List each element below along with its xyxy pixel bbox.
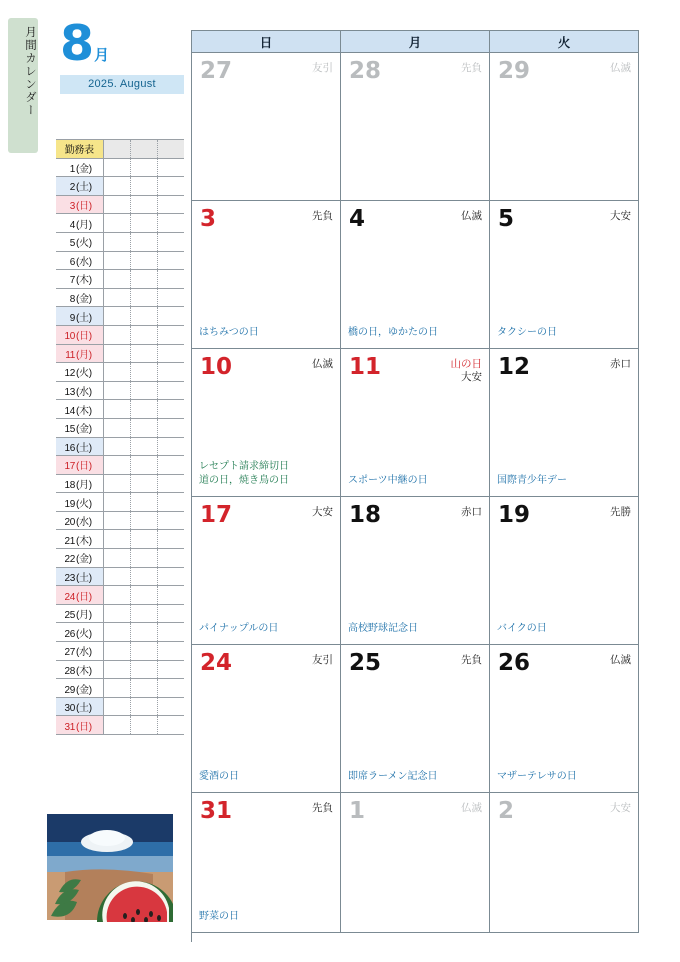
- duty-cell-shift2[interactable]: [130, 195, 157, 214]
- duty-row: [56, 363, 184, 382]
- duty-cell-shift3[interactable]: [157, 623, 184, 642]
- duty-day-label: 22(金): [56, 549, 103, 568]
- duty-cell-shift2[interactable]: [130, 623, 157, 642]
- rokuyo-label: 大安: [610, 802, 631, 814]
- duty-cell-shift3[interactable]: [157, 437, 184, 456]
- calendar-day-cell[interactable]: [192, 497, 341, 645]
- rokuyo-label: 友引: [312, 654, 333, 666]
- duty-cell-shift3[interactable]: [157, 511, 184, 530]
- duty-day-label: 24(日): [56, 586, 103, 605]
- month-year-label: 2025. August: [60, 75, 184, 94]
- duty-cell-shift2[interactable]: [130, 660, 157, 679]
- sidebar: [0, 0, 190, 962]
- duty-day-label: 3(日): [56, 195, 103, 214]
- duty-cell-shift3[interactable]: [157, 418, 184, 437]
- calendar-week-row: [192, 201, 639, 349]
- rokuyo-label: 仏滅: [610, 62, 631, 74]
- duty-cell-shift1[interactable]: [103, 158, 130, 177]
- duty-cell-shift3[interactable]: [157, 288, 184, 307]
- calendar-day-cell[interactable]: [490, 793, 639, 933]
- duty-cell-shift3[interactable]: [157, 530, 184, 549]
- duty-row: [56, 232, 184, 251]
- day-events: [199, 460, 335, 488]
- duty-day-label: 29(金): [56, 679, 103, 698]
- duty-day-label: 27(水): [56, 642, 103, 661]
- weekday-header-0: 日: [192, 31, 341, 53]
- duty-cell-shift2[interactable]: [130, 549, 157, 568]
- duty-cell-shift3[interactable]: [157, 232, 184, 251]
- day-events: [199, 622, 335, 636]
- day-events: [348, 770, 484, 784]
- calendar-day-cell[interactable]: [341, 349, 490, 497]
- duty-cell-shift1[interactable]: [103, 344, 130, 363]
- rokuyo-label: 赤口: [610, 358, 631, 370]
- calendar-day-cell[interactable]: [192, 645, 341, 793]
- duty-cell-shift3[interactable]: [157, 158, 184, 177]
- duty-cell-shift2[interactable]: [130, 232, 157, 251]
- duty-cell-shift1[interactable]: [103, 288, 130, 307]
- duty-cell-shift1[interactable]: [103, 214, 130, 233]
- duty-cell-shift2[interactable]: [130, 418, 157, 437]
- duty-day-label: 10(日): [56, 325, 103, 344]
- duty-row: [56, 418, 184, 437]
- duty-cell-shift2[interactable]: [130, 586, 157, 605]
- duty-header-col2: [130, 140, 157, 159]
- day-number: 19: [498, 502, 531, 528]
- weekday-header-2: 火: [490, 31, 639, 53]
- monthly-calendar-grid: [191, 30, 639, 942]
- duty-cell-shift3[interactable]: [157, 660, 184, 679]
- duty-cell-shift1[interactable]: [103, 418, 130, 437]
- duty-row: [56, 437, 184, 456]
- duty-row: [56, 567, 184, 586]
- rokuyo-label: 仏滅: [461, 802, 482, 814]
- duty-cell-shift1[interactable]: [103, 177, 130, 196]
- watermelon-summer-illustration: [45, 812, 175, 922]
- duty-cell-shift1[interactable]: [103, 493, 130, 512]
- duty-day-label: 8(金): [56, 288, 103, 307]
- duty-cell-shift2[interactable]: [130, 642, 157, 661]
- day-number: 1: [349, 798, 366, 824]
- rokuyo-label: 大安: [312, 506, 333, 518]
- event-text: 愛酒の日: [199, 771, 239, 782]
- day-number: 28: [349, 58, 382, 84]
- duty-row: [56, 642, 184, 661]
- day-number: 3: [200, 206, 217, 232]
- day-number: 27: [200, 58, 233, 84]
- rokuyo-label: 先負: [312, 210, 333, 222]
- calendar-week-row: [192, 793, 639, 933]
- duty-cell-shift1[interactable]: [103, 195, 130, 214]
- duty-cell-shift2[interactable]: [130, 474, 157, 493]
- day-number: 18: [349, 502, 382, 528]
- calendar-day-cell[interactable]: [490, 201, 639, 349]
- duty-day-label: 19(火): [56, 493, 103, 512]
- duty-row: [56, 716, 184, 735]
- duty-row: [56, 158, 184, 177]
- calendar-week-row: [192, 645, 639, 793]
- duty-cell-shift3[interactable]: [157, 363, 184, 382]
- duty-day-label: 31(日): [56, 716, 103, 735]
- duty-day-label: 15(金): [56, 418, 103, 437]
- duty-cell-shift2[interactable]: [130, 400, 157, 419]
- day-number: 25: [349, 650, 382, 676]
- rokuyo-label: 先負: [461, 654, 482, 666]
- duty-day-label: 14(木): [56, 400, 103, 419]
- day-events: [348, 326, 484, 340]
- duty-cell-shift3[interactable]: [157, 586, 184, 605]
- day-number: 10: [200, 354, 233, 380]
- month-title-block: [60, 15, 185, 94]
- duty-cell-shift3[interactable]: [157, 381, 184, 400]
- calendar-day-cell[interactable]: [192, 349, 341, 497]
- duty-cell-shift2[interactable]: [130, 493, 157, 512]
- duty-row: [56, 177, 184, 196]
- duty-day-label: 11(月): [56, 344, 103, 363]
- calendar-day-cell[interactable]: [192, 53, 341, 201]
- day-events: [348, 474, 484, 488]
- duty-cell-shift3[interactable]: [157, 549, 184, 568]
- day-number: 4: [349, 206, 366, 232]
- duty-day-label: 25(月): [56, 604, 103, 623]
- illustration-svg: [45, 812, 175, 922]
- calendar-body: [192, 53, 639, 933]
- event-text: 即席ラーメン記念日: [348, 771, 438, 782]
- duty-day-label: 6(水): [56, 251, 103, 270]
- duty-row: [56, 493, 184, 512]
- duty-day-label: 13(水): [56, 381, 103, 400]
- duty-row: [56, 381, 184, 400]
- duty-cell-shift1[interactable]: [103, 232, 130, 251]
- duty-cell-shift2[interactable]: [130, 251, 157, 270]
- duty-cell-shift3[interactable]: [157, 177, 184, 196]
- duty-cell-shift1[interactable]: [103, 623, 130, 642]
- duty-day-label: 7(木): [56, 270, 103, 289]
- duty-cell-shift2[interactable]: [130, 716, 157, 735]
- duty-cell-shift1[interactable]: [103, 437, 130, 456]
- duty-cell-shift3[interactable]: [157, 214, 184, 233]
- rokuyo-label: 先勝: [610, 506, 631, 518]
- duty-cell-shift2[interactable]: [130, 679, 157, 698]
- duty-cell-shift3[interactable]: [157, 474, 184, 493]
- duty-cell-shift2[interactable]: [130, 270, 157, 289]
- duty-cell-shift1[interactable]: [103, 697, 130, 716]
- calendar-day-cell[interactable]: [341, 793, 490, 933]
- calendar-day-cell[interactable]: [490, 645, 639, 793]
- day-number: 17: [200, 502, 233, 528]
- event-text: 野菜の日: [199, 911, 239, 922]
- duty-cell-shift2[interactable]: [130, 344, 157, 363]
- day-events: [497, 326, 633, 340]
- duty-cell-shift3[interactable]: [157, 251, 184, 270]
- rokuyo-label: 仏滅: [312, 358, 333, 370]
- duty-day-label: 16(土): [56, 437, 103, 456]
- duty-day-label: 2(土): [56, 177, 103, 196]
- calendar-header-row: [192, 31, 639, 53]
- duty-cell-shift2[interactable]: [130, 214, 157, 233]
- calendar-day-cell[interactable]: [192, 793, 341, 933]
- day-events: [199, 770, 335, 784]
- calendar-day-cell[interactable]: [341, 201, 490, 349]
- duty-cell-shift3[interactable]: [157, 642, 184, 661]
- rokuyo-label: 先負: [312, 802, 333, 814]
- duty-day-label: 9(土): [56, 307, 103, 326]
- duty-cell-shift1[interactable]: [103, 456, 130, 475]
- holiday-name: 山の日: [450, 358, 482, 370]
- duty-day-label: 26(火): [56, 623, 103, 642]
- calendar-day-cell[interactable]: [490, 349, 639, 497]
- rokuyo-label: 山の日 大安: [450, 358, 482, 383]
- duty-day-label: 28(木): [56, 660, 103, 679]
- duty-cell-shift3[interactable]: [157, 697, 184, 716]
- duty-cell-shift1[interactable]: [103, 363, 130, 382]
- duty-day-label: 21(木): [56, 530, 103, 549]
- calendar-day-cell[interactable]: [341, 645, 490, 793]
- event-text: 橋の日，ゆかたの日: [348, 327, 438, 338]
- duty-cell-shift2[interactable]: [130, 437, 157, 456]
- day-number: 5: [498, 206, 515, 232]
- event-text: 国際青少年デー: [497, 475, 567, 486]
- day-number: 29: [498, 58, 531, 84]
- event-text: レセプト請求締切日: [199, 461, 289, 472]
- duty-cell-shift3[interactable]: [157, 567, 184, 586]
- duty-cell-shift2[interactable]: [130, 288, 157, 307]
- duty-day-label: 18(月): [56, 474, 103, 493]
- duty-row: [56, 270, 184, 289]
- duty-cell-shift3[interactable]: [157, 195, 184, 214]
- duty-row: [56, 456, 184, 475]
- duty-cell-shift1[interactable]: [103, 381, 130, 400]
- rokuyo-label: 先負: [461, 62, 482, 74]
- calendar-week-row: [192, 53, 639, 201]
- calendar-day-cell[interactable]: [490, 497, 639, 645]
- duty-cell-shift1[interactable]: [103, 586, 130, 605]
- duty-cell-shift1[interactable]: [103, 400, 130, 419]
- rokuyo-label: 仏滅: [461, 210, 482, 222]
- calendar-day-cell[interactable]: [341, 497, 490, 645]
- calendar-week-row: [192, 349, 639, 497]
- duty-header-col3: [157, 140, 184, 159]
- duty-cell-shift1[interactable]: [103, 567, 130, 586]
- rokuyo-label: 仏滅: [610, 654, 631, 666]
- duty-cell-shift1[interactable]: [103, 660, 130, 679]
- duty-row: [56, 344, 184, 363]
- day-events: [497, 770, 633, 784]
- duty-day-label: 30(土): [56, 697, 103, 716]
- duty-cell-shift3[interactable]: [157, 307, 184, 326]
- day-number: 2: [498, 798, 515, 824]
- duty-cell-shift1[interactable]: [103, 530, 130, 549]
- duty-cell-shift1[interactable]: [103, 270, 130, 289]
- event-text: はちみつの日: [199, 327, 259, 338]
- duty-cell-shift1[interactable]: [103, 679, 130, 698]
- section-tab-label: 月間カレンダー: [8, 18, 38, 153]
- duty-cell-shift1[interactable]: [103, 549, 130, 568]
- duty-cell-shift2[interactable]: [130, 158, 157, 177]
- day-number: 31: [200, 798, 233, 824]
- duty-cell-shift1[interactable]: [103, 474, 130, 493]
- day-number: 26: [498, 650, 531, 676]
- duty-row: [56, 474, 184, 493]
- duty-cell-shift1[interactable]: [103, 325, 130, 344]
- calendar-day-cell[interactable]: [341, 53, 490, 201]
- duty-cell-shift2[interactable]: [130, 530, 157, 549]
- duty-cell-shift3[interactable]: [157, 270, 184, 289]
- duty-row: [56, 400, 184, 419]
- duty-cell-shift2[interactable]: [130, 604, 157, 623]
- duty-header-col1: [103, 140, 130, 159]
- duty-row: [56, 288, 184, 307]
- duty-day-label: 17(日): [56, 456, 103, 475]
- event-text: パイナップルの日: [199, 623, 279, 634]
- calendar-day-cell[interactable]: [490, 53, 639, 201]
- rokuyo-label: 友引: [312, 62, 333, 74]
- duty-cell-shift3[interactable]: [157, 493, 184, 512]
- day-events: [497, 622, 633, 636]
- duty-cell-shift2[interactable]: [130, 363, 157, 382]
- event-text: マザーテレサの日: [497, 771, 577, 782]
- duty-cell-shift2[interactable]: [130, 177, 157, 196]
- duty-row: [56, 307, 184, 326]
- day-number: 24: [200, 650, 233, 676]
- duty-cell-shift3[interactable]: [157, 325, 184, 344]
- duty-row: [56, 251, 184, 270]
- event-text: タクシーの日: [497, 327, 557, 338]
- event-text: 道の日，焼き鳥の日: [199, 475, 289, 486]
- duty-cell-shift2[interactable]: [130, 511, 157, 530]
- duty-cell-shift2[interactable]: [130, 381, 157, 400]
- duty-row: [56, 679, 184, 698]
- month-kanji: 月: [94, 47, 110, 64]
- day-events: [199, 910, 335, 924]
- duty-row: [56, 511, 184, 530]
- rokuyo-label: 大安: [610, 210, 631, 222]
- duty-roster-table: [56, 139, 184, 735]
- duty-row: [56, 697, 184, 716]
- duty-cell-shift1[interactable]: [103, 604, 130, 623]
- event-text: バイクの日: [497, 623, 547, 634]
- duty-row: [56, 530, 184, 549]
- duty-cell-shift3[interactable]: [157, 400, 184, 419]
- duty-row: [56, 549, 184, 568]
- duty-cell-shift3[interactable]: [157, 679, 184, 698]
- day-events: [199, 326, 335, 340]
- day-number: 12: [498, 354, 531, 380]
- duty-row: [56, 660, 184, 679]
- rokuyo-label: 赤口: [461, 506, 482, 518]
- duty-row: [56, 195, 184, 214]
- weekday-header-1: 月: [341, 31, 490, 53]
- duty-header-row: [56, 140, 184, 159]
- duty-header-label: 勤務表: [56, 140, 103, 159]
- duty-row: [56, 604, 184, 623]
- duty-cell-shift1[interactable]: [103, 251, 130, 270]
- duty-cell-shift3[interactable]: [157, 456, 184, 475]
- duty-cell-shift1[interactable]: [103, 511, 130, 530]
- duty-cell-shift3[interactable]: [157, 716, 184, 735]
- duty-row: [56, 586, 184, 605]
- duty-day-label: 4(月): [56, 214, 103, 233]
- duty-day-label: 12(火): [56, 363, 103, 382]
- calendar-week-row: [192, 497, 639, 645]
- duty-day-label: 1(金): [56, 158, 103, 177]
- duty-day-label: 5(火): [56, 232, 103, 251]
- duty-day-label: 23(土): [56, 567, 103, 586]
- duty-row: [56, 325, 184, 344]
- duty-cell-shift1[interactable]: [103, 716, 130, 735]
- day-events: [497, 474, 633, 488]
- duty-row: [56, 214, 184, 233]
- duty-cell-shift2[interactable]: [130, 325, 157, 344]
- duty-cell-shift2[interactable]: [130, 456, 157, 475]
- month-number: 8: [60, 15, 94, 72]
- duty-row: [56, 623, 184, 642]
- duty-cell-shift1[interactable]: [103, 307, 130, 326]
- duty-cell-shift3[interactable]: [157, 344, 184, 363]
- calendar-day-cell[interactable]: [192, 201, 341, 349]
- duty-cell-shift2[interactable]: [130, 567, 157, 586]
- day-number: 11: [349, 354, 382, 380]
- event-text: スポーツ中継の日: [348, 475, 428, 486]
- duty-cell-shift2[interactable]: [130, 697, 157, 716]
- duty-cell-shift1[interactable]: [103, 642, 130, 661]
- event-text: 高校野球記念日: [348, 623, 418, 634]
- duty-cell-shift2[interactable]: [130, 307, 157, 326]
- month-heading: [60, 15, 185, 72]
- day-events: [348, 622, 484, 636]
- duty-cell-shift3[interactable]: [157, 604, 184, 623]
- duty-day-label: 20(水): [56, 511, 103, 530]
